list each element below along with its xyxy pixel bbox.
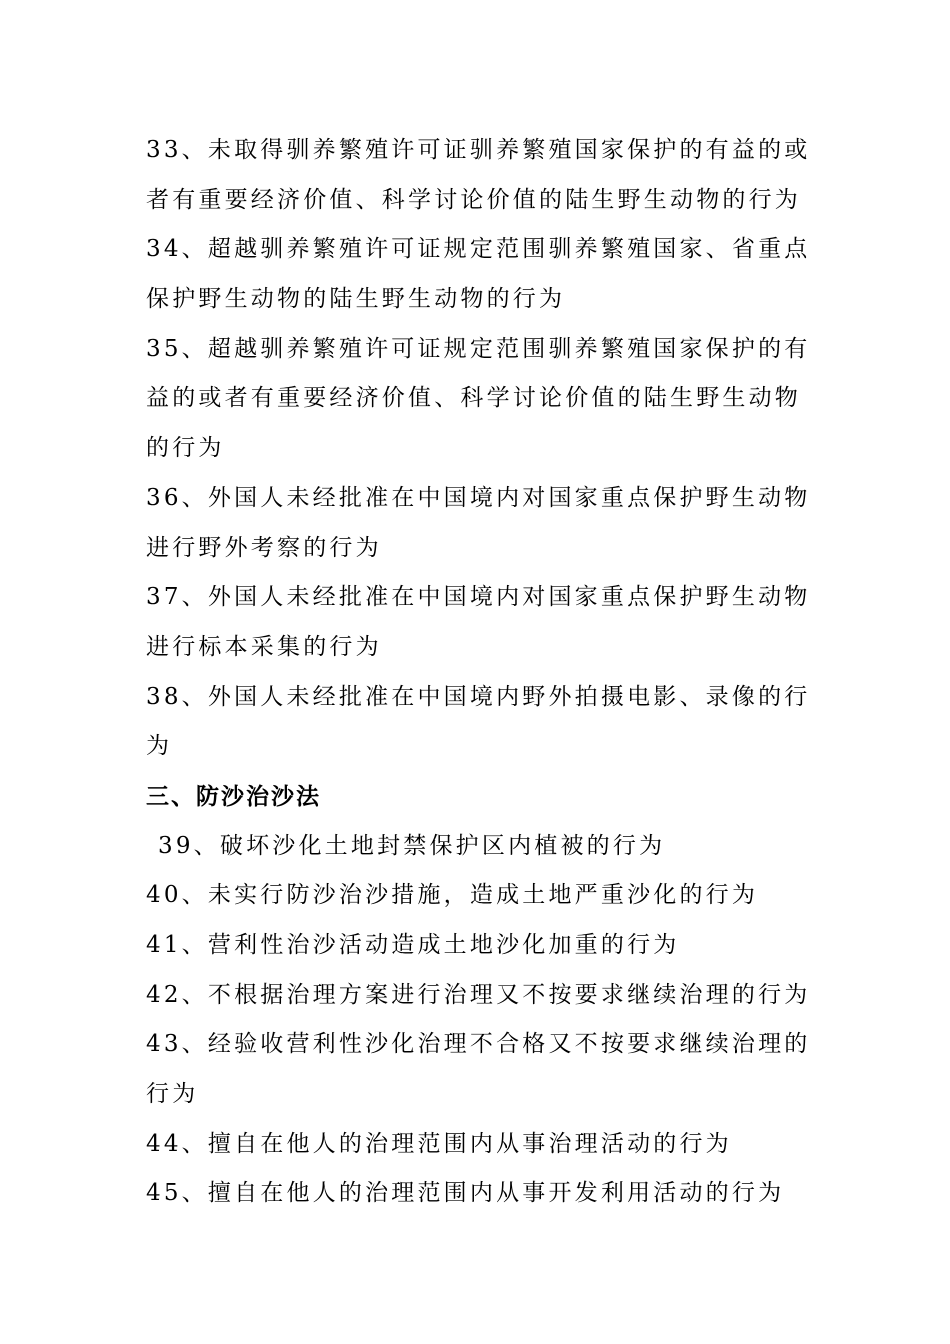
list-item-36: 36、外国人未经批准在中国境内对国家重点保护野生动物 — [146, 484, 811, 511]
list-item-43: 43、经验收营利性沙化治理不合格又不按要求继续治理的 — [146, 1031, 811, 1058]
list-item-37-continued: 进行标本采集的行为 — [146, 633, 382, 660]
list-item-39: 39、破坏沙化土地封禁保护区内植被的行为 — [158, 832, 666, 859]
list-item-33-continued: 者有重要经济价值、科学讨论价值的陆生野生动物的行为 — [146, 186, 801, 213]
list-item-38: 38、外国人未经批准在中国境内野外拍摄电影、录像的行 — [146, 683, 811, 710]
list-item-41: 41、营利性治沙活动造成土地沙化加重的行为 — [146, 932, 680, 958]
list-item-42: 42、不根据治理方案进行治理又不按要求继续治理的行为 — [146, 981, 811, 1008]
list-item-36-continued: 进行野外考察的行为 — [146, 534, 382, 561]
list-item-45: 45、擅自在他人的治理范围内从事开发利用活动的行为 — [146, 1180, 785, 1207]
list-item-38-continued: 为 — [146, 733, 173, 760]
list-item-34: 34、超越驯养繁殖许可证规定范围驯养繁殖国家、省重点 — [146, 236, 811, 263]
list-item-37: 37、外国人未经批准在中国境内对国家重点保护野生动物 — [146, 584, 811, 611]
list-item-35-continued: 益的或者有重要经济价值、科学讨论价值的陆生野生动物 — [146, 385, 801, 412]
list-item-43-continued: 行为 — [146, 1081, 199, 1108]
list-item-40: 40、未实行防沙治沙措施，造成土地严重沙化的行为 — [146, 882, 759, 909]
list-item-44: 44、擅自在他人的治理范围内从事治理活动的行为 — [146, 1130, 732, 1157]
section-heading: 三、防沙治沙法 — [146, 782, 321, 810]
list-item-34-continued: 保护野生动物的陆生野生动物的行为 — [146, 286, 566, 313]
list-item-35-continued-2: 的行为 — [146, 435, 225, 462]
document-body — [146, 126, 811, 1219]
list-item-33: 33、未取得驯养繁殖许可证驯养繁殖国家保护的有益的或 — [146, 137, 811, 163]
list-item-35: 35、超越驯养繁殖许可证规定范围驯养繁殖国家保护的有 — [146, 335, 811, 362]
